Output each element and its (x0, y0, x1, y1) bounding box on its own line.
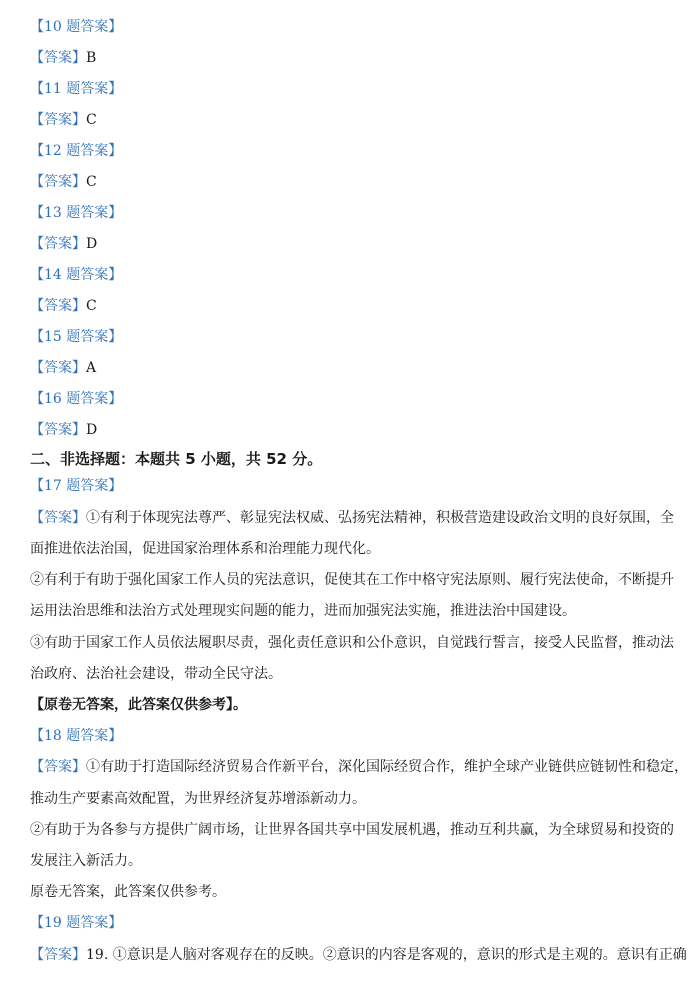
q17-para2-line1: ②有利于有助于强化国家工作人员的宪法意识，促使其在工作中格守宪法原则、履行宪法使命，不断提升 (30, 572, 674, 588)
q12-header: 【12 题答案】 (30, 143, 123, 159)
answer-tag: 【答案】 (30, 174, 86, 190)
q18-para2-line2: 发展注入新活力。 (30, 853, 142, 869)
answer-value: C (86, 112, 97, 128)
answer-text: ①有助于打造国际经济贸易合作新平台，深化国际经贸合作，维护全球产业链供应链韧性和稳定， (86, 759, 688, 775)
q13-header: 【13 题答案】 (30, 205, 123, 221)
q15-answer (30, 358, 663, 378)
q18-para1-line1 (30, 757, 688, 777)
q18-para1-line2: 推动生产要素高效配置，为世界经济复苏增添新动力。 (30, 791, 366, 807)
q17-note: 【原卷无答案，此答案仅供参考】。 (30, 697, 247, 713)
q11-header: 【11 题答案】 (30, 81, 123, 97)
q14-header: 【14 题答案】 (30, 267, 123, 283)
answer-tag: 【答案】 (30, 360, 86, 376)
q10-header: 【10 题答案】 (30, 19, 123, 35)
answer-text: ①有利于体现宪法尊严、彰显宪法权威、弘扬宪法精神，积极营造建设政治文明的良好氛围，全 (86, 510, 674, 526)
q12-answer (30, 172, 663, 192)
answer-tag: 【答案】 (30, 759, 86, 775)
q16-answer (30, 420, 663, 440)
answer-tag: 【答案】 (30, 510, 86, 526)
answer-tag: 【答案】 (30, 947, 86, 963)
answer-text: 19. ①意识是人脑对客观存在的反映。②意识的内容是客观的，意识的形式是主观的。意识有正确 (86, 947, 687, 963)
q18-para2-line1: ②有助于为各参与方提供广阔市场，让世界各国共享中国发展机遇，推动互利共赢，为全球贸易和投资的 (30, 822, 674, 838)
answer-value: C (86, 298, 97, 314)
answer-tag: 【答案】 (30, 112, 86, 128)
q17-para3-line2: 治政府、法治社会建设，带动全民守法。 (30, 666, 282, 682)
q14-answer (30, 296, 663, 316)
answer-value: C (86, 174, 97, 190)
q15-header: 【15 题答案】 (30, 329, 123, 345)
q17-para1-line1 (30, 508, 674, 528)
q18-note: 原卷无答案，此答案仅供参考。 (30, 884, 226, 900)
q11-answer (30, 110, 663, 130)
answer-value: D (86, 422, 98, 438)
answer-tag: 【答案】 (30, 298, 86, 314)
answer-tag: 【答案】 (30, 422, 86, 438)
section-two-heading: 二、非选择题：本题共 5 小题，共 52 分。 (30, 450, 323, 468)
answer-tag: 【答案】 (30, 236, 86, 252)
q19-header: 【19 题答案】 (30, 915, 123, 931)
q17-header: 【17 题答案】 (30, 478, 123, 494)
q13-answer (30, 234, 663, 254)
q17-para1-line2: 面推进依法治国，促进国家治理体系和治理能力现代化。 (30, 541, 380, 557)
answer-value: D (86, 236, 98, 252)
answer-value: A (86, 360, 97, 376)
q17-para2-line2: 运用法治思维和法治方式处理现实问题的能力，进而加强宪法实施，推进法治中国建设。 (30, 603, 576, 619)
answer-value: B (86, 50, 97, 66)
q10-answer (30, 48, 663, 68)
q16-header: 【16 题答案】 (30, 391, 123, 407)
q18-header: 【18 题答案】 (30, 728, 123, 744)
answer-tag: 【答案】 (30, 50, 86, 66)
q17-para3-line1: ③有助于国家工作人员依法履职尽责，强化责任意识和公仆意识，自觉践行誓言，接受人民监督，推动法 (30, 635, 674, 651)
q19-para1-line1 (30, 945, 687, 965)
